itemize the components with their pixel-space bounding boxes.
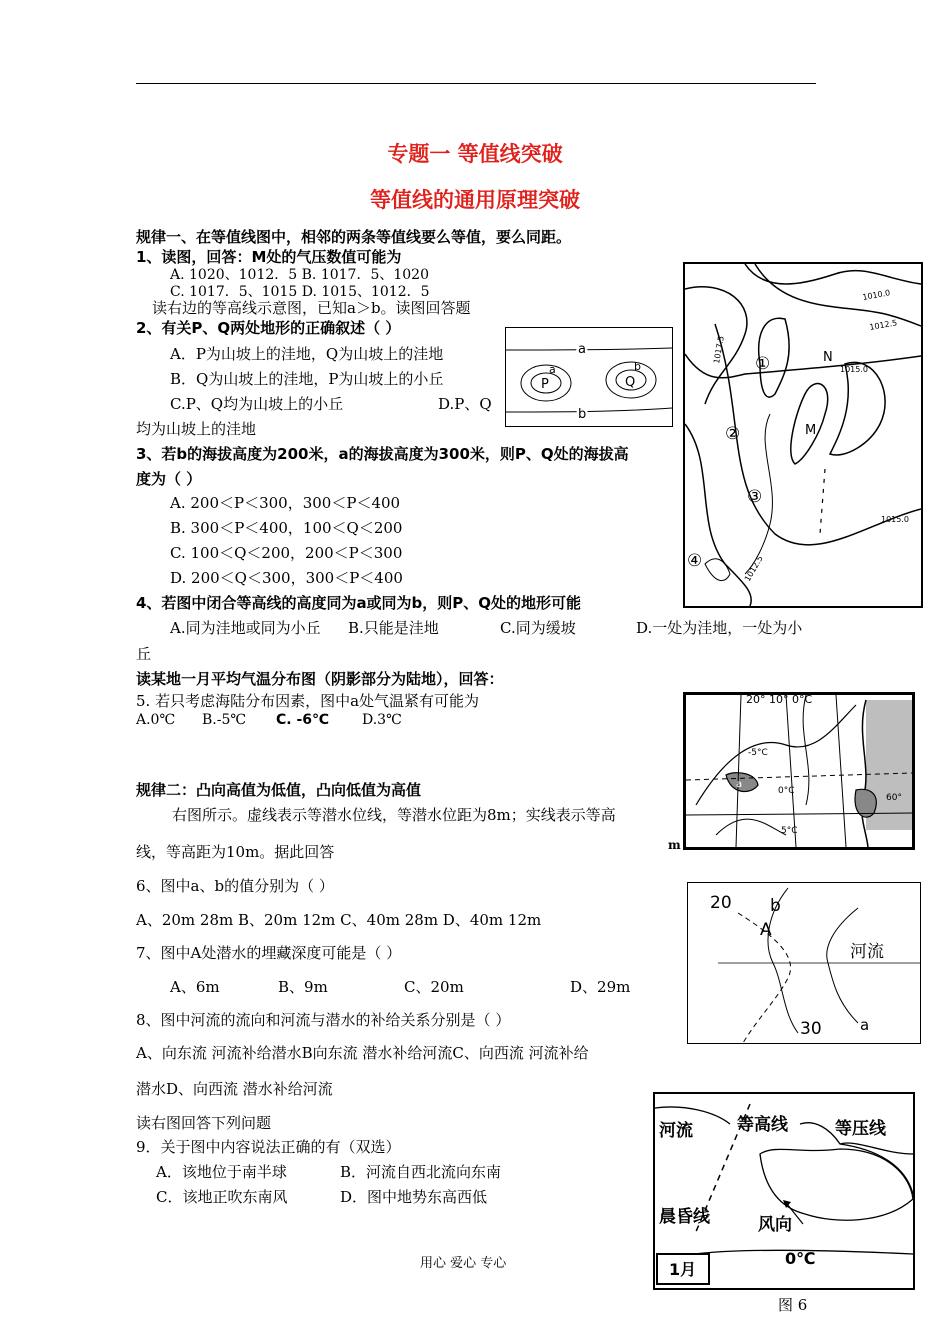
gw-label-30: 30	[800, 1019, 822, 1039]
temp-label-m: m	[668, 838, 681, 852]
figure6-svg	[655, 1094, 913, 1288]
gw-label-b: b	[770, 896, 781, 916]
figure6-caption: 图 6	[778, 1296, 808, 1314]
q2-option-d: D.P、Q	[438, 395, 492, 413]
temp-label-60: 60°	[886, 793, 902, 803]
temp-label-minus5: -5°C	[748, 748, 768, 758]
q9-option-b: B．河流自西北流向东南	[340, 1163, 502, 1181]
q6-stem: 6、图中a、b的值分别为（ ）	[136, 877, 334, 895]
isobar-label-4: 1015.0	[840, 365, 868, 374]
rule1-heading: 规律一、在等值线图中，相邻的两条等值线要么等值，要么同距。	[136, 228, 572, 246]
fig6-label-month: 1月	[669, 1260, 697, 1279]
q2-option-b: B．Q为山坡上的洼地，P为山坡上的小丘	[170, 370, 444, 388]
temp-label-5: 5°C	[781, 826, 798, 836]
temperature-map-figure	[683, 692, 915, 850]
isobar-label-6: 1012.5	[742, 554, 765, 583]
q7-option-a: A、6m	[170, 978, 220, 996]
gw-label-A: A	[760, 920, 772, 940]
temp-label-a: a	[736, 779, 743, 790]
gw-label-a: a	[860, 1016, 870, 1034]
fig6-label-wind: 风向	[758, 1215, 792, 1235]
contour-label-p: P	[541, 377, 549, 392]
q4-option-a: A.同为洼地或同为小丘	[170, 619, 321, 637]
temp-label-0: 0°C	[778, 786, 795, 796]
q1-options-2: C. 1017．5、1015 D. 1015、1012．5	[170, 284, 430, 300]
q8-options-2: 潜水D、向西流 潜水补给河流	[136, 1080, 333, 1098]
q3-option-c: C. 100＜Q＜200，200＜P＜300	[170, 544, 403, 562]
q9-stem: 9．关于图中内容说法正确的有（双选）	[136, 1138, 401, 1156]
contour-label-a: a	[578, 342, 586, 357]
header-rule	[136, 83, 816, 84]
contour-pq-figure	[505, 327, 673, 427]
q2-intro: 读右边的等高线示意图，已知a＞b。读图回答题	[152, 299, 471, 317]
q5-option-a: A.0℃	[136, 712, 176, 728]
region-1: ①	[755, 354, 771, 374]
pressure-map-figure	[683, 262, 923, 608]
q2-option-c: C.P、Q均为山坡上的小丘	[170, 395, 344, 413]
point-n: N	[823, 350, 833, 365]
q3-option-a: A. 200＜P＜300，300＜P＜400	[170, 494, 401, 512]
q4-option-d-cont: 丘	[136, 645, 152, 663]
q5-stem: 5. 若只考虑海陆分布因素，图中a处气温紧有可能为	[136, 692, 480, 710]
q1-options-1: A. 1020、1012．5 B. 1017．5、1020	[170, 267, 429, 283]
q5-option-c: C. -6℃	[276, 712, 329, 728]
region-4: ④	[687, 551, 703, 571]
fig6-label-terminator: 晨昏线	[659, 1207, 710, 1227]
page-title: 专题一 等值线突破	[387, 142, 563, 166]
q5-intro: 读某地一月平均气温分布图（阴影部分为陆地），回答：	[136, 670, 504, 688]
q7-stem: 7、图中A处潜水的埋藏深度可能是（ ）	[136, 944, 402, 962]
fig6-label-isobar: 等压线	[835, 1119, 886, 1139]
isobar-label-3: 1017.5	[712, 335, 726, 365]
contour-pq-svg	[506, 328, 672, 426]
gw-label-20: 20	[710, 893, 732, 913]
q5-option-b: B.-5℃	[202, 712, 247, 728]
gw-label-river: 河流	[850, 942, 884, 962]
contour-inner-a: a	[549, 363, 556, 376]
groundwater-svg	[688, 883, 920, 1043]
rule2-heading: 规律二：凸向高值为低值，凸向低值为高值	[136, 781, 422, 799]
q9-option-c: C．该地正吹东南风	[156, 1188, 288, 1206]
temp-top-labels: 20° 10° 0°C	[746, 695, 813, 706]
page-subtitle: 等值线的通用原理突破	[370, 188, 580, 212]
q7-option-d: D、29m	[570, 978, 631, 996]
fig6-label-river: 河流	[659, 1121, 693, 1141]
q7-option-c: C、20m	[404, 978, 464, 996]
q4-stem: 4、若图中闭合等高线的高度同为a或同为b，则P、Q处的地形可能	[136, 594, 582, 612]
q4-option-d: D.一处为洼地，一处为小	[636, 619, 803, 637]
q3-option-b: B. 300＜P＜400，100＜Q＜200	[170, 519, 403, 537]
q4-option-b: B.只能是洼地	[348, 619, 439, 637]
q9-option-d: D．图中地势东高西低	[340, 1188, 488, 1206]
fig6-label-zero: 0℃	[785, 1249, 816, 1268]
q3-stem-cont: 度为（ ）	[136, 470, 202, 488]
q7-option-b: B、9m	[278, 978, 328, 996]
pressure-map-svg	[685, 264, 921, 606]
page-footer: 用心 爱心 专心	[420, 1256, 507, 1271]
groundwater-figure	[687, 882, 921, 1044]
q3-stem: 3、若b的海拔高度为200米，a的海拔高度为300米，则P、Q处的海拔高	[136, 445, 629, 463]
q9-option-a: A．该地位于南半球	[156, 1163, 287, 1181]
isobar-label-5: 1015.0	[881, 515, 909, 524]
q9-intro: 读右图回答下列问题	[136, 1114, 272, 1132]
region-3: ③	[747, 487, 763, 507]
isobar-label-2: 1012.5	[868, 318, 898, 332]
q6-options: A、20m 28m B、20m 12m C、40m 28m D、40m 12m	[136, 911, 542, 929]
q1-stem: 1、读图，回答：M处的气压数值可能为	[136, 248, 402, 266]
temperature-map-svg	[686, 695, 912, 847]
q3-option-d: D. 200＜Q＜300，300＜P＜400	[170, 569, 403, 587]
fig6-label-contour: 等高线	[737, 1115, 788, 1135]
q8-options-1: A、向东流 河流补给潜水B向东流 潜水补给河流C、向西流 河流补给	[136, 1044, 589, 1062]
q2-option-d-cont: 均为山坡上的洼地	[136, 420, 257, 438]
q5-option-d: D.3℃	[362, 712, 402, 728]
q2-stem: 2、有关P、Q两处地形的正确叙述（ ）	[136, 319, 401, 337]
isobar-label-1: 1010.0	[861, 288, 891, 302]
q8-stem: 8、图中河流的流向和河流与潜水的补给关系分别是（ ）	[136, 1011, 511, 1029]
q2-option-a: A．P为山坡上的洼地，Q为山坡上的洼地	[170, 345, 444, 363]
point-m: M	[805, 423, 817, 438]
contour-label-q: Q	[625, 375, 636, 390]
contour-inner-b: b	[634, 360, 641, 373]
q4-option-c: C.同为缓坡	[500, 619, 576, 637]
region-2: ②	[725, 424, 741, 444]
rule2-intro-1: 右图所示。虚线表示等潜水位线，等潜水位距为8m；实线表示等高	[172, 806, 616, 824]
contour-label-b: b	[578, 407, 587, 422]
figure6	[653, 1092, 915, 1290]
rule2-intro-2: 线，等高距为10m。据此回答	[136, 843, 335, 861]
